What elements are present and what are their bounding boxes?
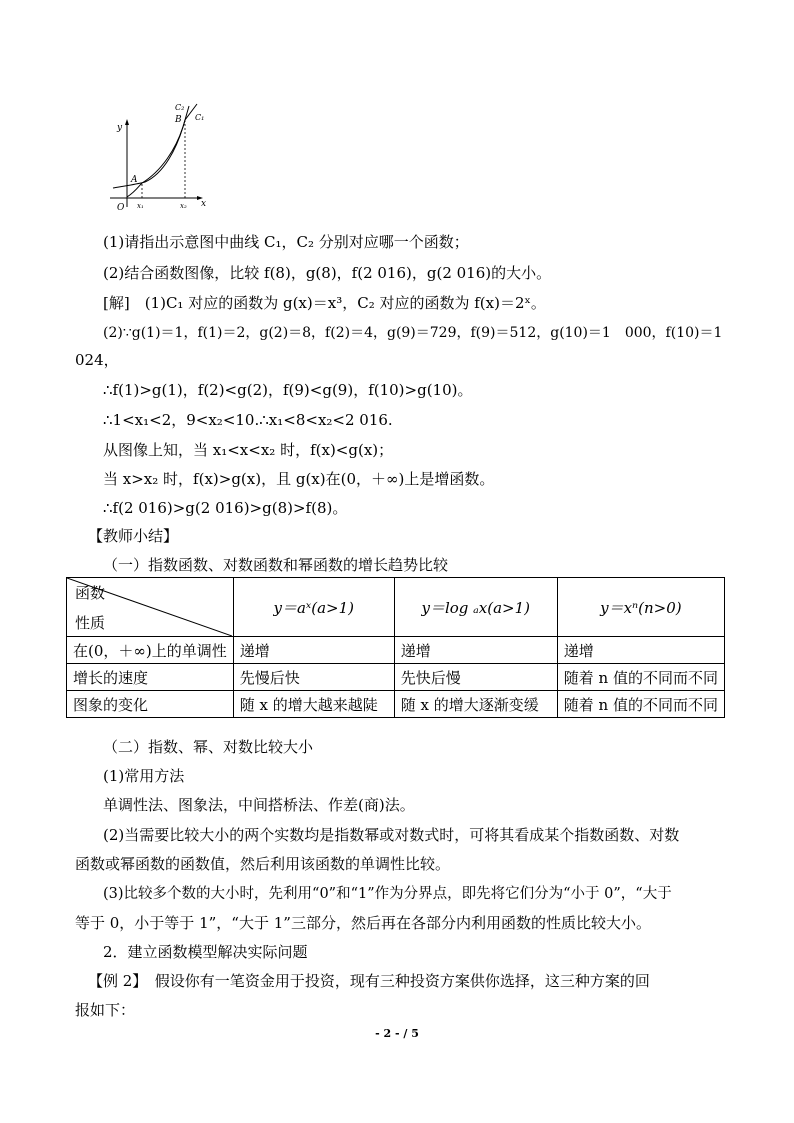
table-cell: 随着 n 值的不同而不同 bbox=[557, 664, 724, 691]
label-y: y bbox=[117, 123, 123, 133]
table-cell: 随 x 的增大越来越陡 bbox=[233, 691, 394, 718]
method-2a: (2)当需要比较大小的两个实数均是指数幂或对数式时，可将其看成某个指数函数、对数 bbox=[103, 826, 680, 844]
comparison-table bbox=[66, 577, 725, 718]
solution-2a: (2)∵g(1)＝1，f(1)＝2，g(2)＝8，f(2)＝4，g(9)＝729，f(9)＝512，g(10)＝1 000，f(10)＝1 bbox=[103, 325, 723, 341]
label-c2: C₂ bbox=[175, 103, 185, 112]
table-cell: 先慢后快 bbox=[233, 664, 394, 691]
section-1-heading: （一）指数函数、对数函数和幂函数的增长趋势比较 bbox=[103, 556, 449, 574]
function-graph bbox=[105, 100, 215, 215]
method-2b: 函数或幂函数的函数值，然后利用该函数的单调性比较。 bbox=[75, 855, 451, 873]
col-header-exp: y＝aˣ(a>1) bbox=[233, 578, 394, 637]
solution-2b: 024， bbox=[75, 351, 119, 369]
curve-c1 bbox=[127, 104, 197, 197]
table-cell: 随着 n 值的不同而不同 bbox=[557, 691, 724, 718]
solution-3: ∴f(1)>g(1)，f(2)<g(2)，f(9)<g(9)，f(10)>g(10)。 bbox=[103, 381, 473, 399]
label-b: B bbox=[175, 115, 182, 125]
label-x2: x₂ bbox=[180, 202, 187, 210]
solution-1: [解] (1)C₁ 对应的函数为 g(x)＝x³，C₂ 对应的函数为 f(x)＝2ˣ。 bbox=[103, 294, 546, 312]
table-row bbox=[67, 691, 725, 718]
example-2b: 报如下： bbox=[75, 1001, 136, 1019]
table-cell: 递增 bbox=[394, 637, 557, 664]
table-cell: 递增 bbox=[557, 637, 724, 664]
question-2: (2)结合函数图像，比较 f(8)，g(8)，f(2 016)，g(2 016)的大小。 bbox=[103, 264, 552, 282]
solution-4: ∴1<x₁<2，9<x₂<10.∴x₁<8<x₂<2 016. bbox=[103, 411, 393, 429]
table-cell: 先快后慢 bbox=[394, 664, 557, 691]
example-2a: 【例 2】 假设你有一笔资金用于投资，现有三种投资方案供你选择，这三种方案的回 bbox=[88, 972, 650, 990]
y-axis-arrow bbox=[125, 119, 129, 125]
row-label: 增长的速度 bbox=[67, 664, 234, 691]
label-x1: x₁ bbox=[137, 202, 144, 210]
question-1: (1)请指出示意图中曲线 C₁，C₂ 分别对应哪一个函数； bbox=[103, 233, 469, 251]
table-cell: 递增 bbox=[233, 637, 394, 664]
col-header-pow: y＝xⁿ(n>0) bbox=[557, 578, 724, 637]
heading-2: 2．建立函数模型解决实际问题 bbox=[103, 943, 308, 961]
method-3b: 等于 0，小于等于 1”，“大于 1”三部分，然后再在各部分内利用函数的性质比较大小。 bbox=[75, 914, 651, 932]
solution-7: ∴f(2 016)>g(2 016)>g(8)>f(8)。 bbox=[103, 499, 348, 517]
page-number: - 2 - / 5 bbox=[375, 1027, 419, 1040]
label-origin: O bbox=[117, 203, 125, 213]
corner-bottom: 性质 bbox=[75, 614, 106, 632]
row-label: 在(0，＋∞)上的单调性 bbox=[67, 637, 234, 664]
table-cell: 随 x 的增大逐渐变缓 bbox=[394, 691, 557, 718]
col-header-log: y＝log ₐx(a>1) bbox=[394, 578, 557, 637]
table-row bbox=[67, 637, 725, 664]
method-3a: (3)比较多个数的大小时，先利用“0”和“1”作为分界点，即先将它们分为“小于 0”，“大于 bbox=[103, 886, 672, 902]
section-2-heading: （二）指数、幂、对数比较大小 bbox=[103, 738, 314, 756]
method-1-body: 单调性法、图象法，中间搭桥法、作差(商)法。 bbox=[103, 796, 415, 814]
label-a: A bbox=[131, 175, 138, 185]
teacher-summary: 【教师小结】 bbox=[88, 527, 179, 545]
table-corner bbox=[67, 578, 234, 637]
label-x: x bbox=[201, 199, 207, 209]
corner-top: 函数 bbox=[75, 584, 106, 602]
row-label: 图象的变化 bbox=[67, 691, 234, 718]
method-1-title: (1)常用方法 bbox=[103, 767, 185, 785]
label-c1: C₁ bbox=[195, 113, 205, 122]
table-row bbox=[67, 664, 725, 691]
solution-5: 从图像上知，当 x₁<x<x₂ 时，f(x)<g(x)； bbox=[103, 441, 394, 459]
solution-6: 当 x>x₂ 时，f(x)>g(x)，且 g(x)在(0，＋∞)上是增函数。 bbox=[103, 470, 495, 488]
